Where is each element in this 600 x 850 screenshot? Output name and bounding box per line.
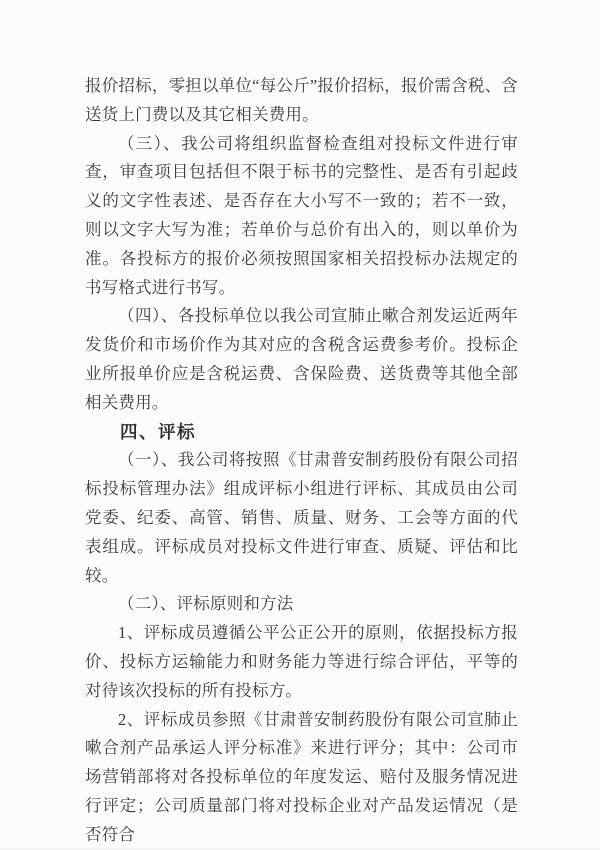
paragraph-pricing-continuation: 报价招标，零担以单位“每公斤”报价招标，报价需含税、含送货上门费以及其它相关费用。 xyxy=(85,76,518,124)
paragraph-rule-1-fairness: 1、评标成员遵循公平公正公开的原则，依据投标方报价、投标方运输能力和财务能力等进行综合评估，平等的对待该次投标的所有投标方。 xyxy=(85,623,518,700)
document-content xyxy=(85,72,518,850)
paragraph-item-1-evaluation-committee: （一）、我公司将按照《甘肃普安制药股份有限公司招标投标管理办法》组成评标小组进行评标、其成员由公司党委、纪委、高管、销售、质量、财务、工会等方面的代表组成。评标成员对投标文件进行审查、质疑、评估和比较。 xyxy=(85,450,518,585)
section-heading-evaluation: 四、评标 xyxy=(120,421,196,442)
paragraph-item-2-principles-title: （二）、评标原则和方法 xyxy=(118,594,294,614)
paragraph-rule-2-scoring-standard: 2、评标成员参照《甘肃普安制药股份有限公司宣肺止嗽合剂产品承运人评分标准》来进行评分；其中：公司市场营销部将对各投标单位的年度发运、赔付及服务情况进行评定；公司质量部门将对投标企业对产品发运情况（是否符合 xyxy=(85,709,518,844)
paragraph-item-3-bid-review: （三）、我公司将组织监督检查组对投标文件进行审查，审查项目包括但不限于标书的完整性、是否有引起歧义的文字性表述、是否存在大小写不一致的；若不一致，则以文字大写为准；若单价与总价有出入的，则以单价为准。各投标方的报价必须按照国家相关招投标办法规定的书写格式进行书写。 xyxy=(85,133,518,297)
paragraph-item-4-reference-price: （四）、各投标单位以我公司宣肺止嗽合剂发运近两年发货价和市场价作为其对应的含税含运费参考价。投标企业所报单价应是含税运费、含保险费、送货费等其他全部相关费用。 xyxy=(85,306,518,412)
